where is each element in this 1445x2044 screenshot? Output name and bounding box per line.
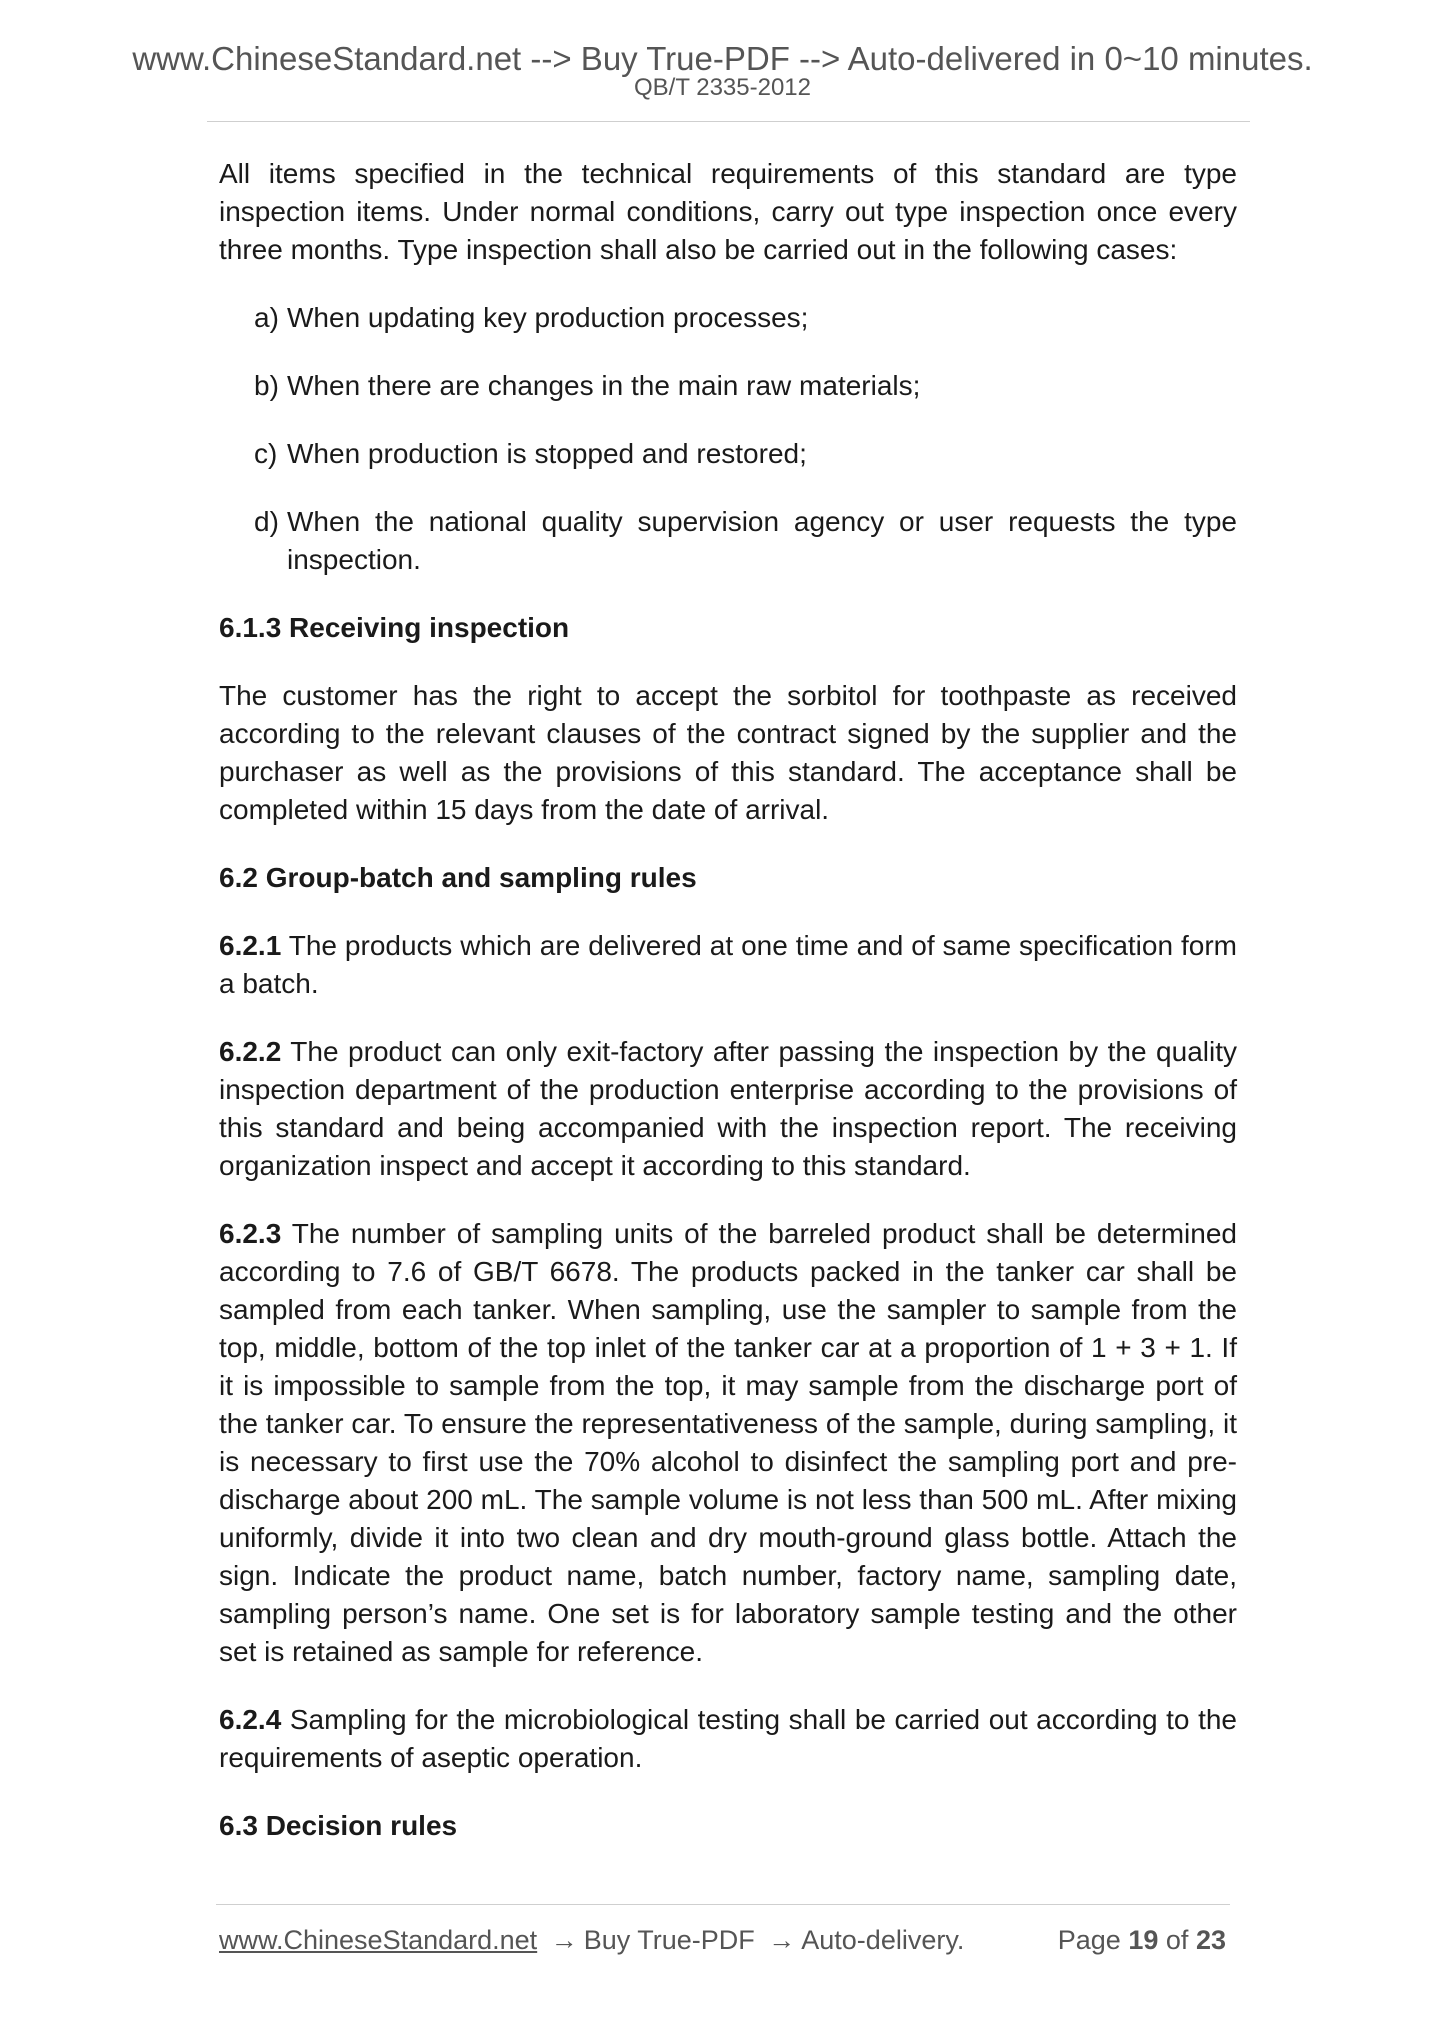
arrow-right-icon: →	[768, 1925, 796, 1955]
clause-number: 6.2.2	[219, 1036, 282, 1067]
list-marker: a)	[254, 302, 279, 333]
list-item	[219, 367, 1237, 405]
clause-6-2-1	[219, 927, 1237, 1003]
section-heading-6-2: 6.2 Group-batch and sampling rules	[219, 862, 697, 893]
arrow-right-icon: →	[550, 1925, 578, 1955]
page-footer	[219, 1923, 1230, 1957]
list-item	[219, 299, 1237, 337]
list-marker: d)	[254, 506, 279, 537]
clause-text: The products which are delivered at one time and of same specification form a batch.	[219, 930, 1237, 999]
clause-number: 6.2.1	[219, 930, 282, 961]
list-item-text: When the national quality supervision agency or user requests the type inspection.	[287, 506, 1237, 575]
clause-text: The product can only exit-factory after passing the inspection by the quality inspection department of the production enterprise according to the provisions of this standard and being accompanied with the inspection report. The receiving organization inspect and accept it according to this standard.	[219, 1036, 1237, 1181]
clause-text: Sampling for the microbiological testing shall be carried out according to the requirements of aseptic operation.	[219, 1704, 1237, 1773]
clause-6-2-3	[219, 1215, 1237, 1671]
section-heading-6-1-3: 6.1.3 Receiving inspection	[219, 612, 570, 643]
clause-6-2-2	[219, 1033, 1237, 1185]
list-item	[219, 435, 1237, 473]
header-divider	[207, 121, 1250, 122]
of-label: of	[1165, 1925, 1189, 1955]
page-label: Page	[1057, 1925, 1121, 1955]
site-link[interactable]: www.ChineseStandard.net	[219, 1925, 538, 1955]
document-body	[219, 155, 1237, 1875]
section-6-1-3-paragraph: The customer has the right to accept the sorbitol for toothpaste as received according to the relevant clauses of the contract signed by the supplier and the purchaser as well as the provisions of this standard. The acceptance shall be completed within 15 days from the date of arrival.	[219, 680, 1237, 825]
type-inspection-cases-list	[219, 299, 1237, 579]
clause-number: 6.2.4	[219, 1704, 282, 1735]
total-pages-number: 23	[1195, 1925, 1226, 1955]
list-item	[219, 503, 1237, 579]
list-marker: c)	[254, 438, 278, 469]
list-item-text: When updating key production processes;	[287, 302, 809, 333]
list-item-text: When production is stopped and restored;	[287, 438, 807, 469]
header-banner: www.ChineseStandard.net --> Buy True-PDF --> Auto-delivered in 0~10 minutes.	[132, 40, 1313, 77]
document-number: QB/T 2335-2012	[633, 74, 811, 101]
intro-paragraph: All items specified in the technical requirements of this standard are type inspection items. Under normal conditions, carry out type inspection once every three months. Type inspection shall also be carried out in the following cases:	[219, 158, 1237, 265]
auto-delivery-text: Auto-delivery.	[801, 1925, 965, 1955]
section-heading-6-3: 6.3 Decision rules	[219, 1810, 458, 1841]
page-indicator	[1058, 1923, 1226, 1957]
list-marker: b)	[254, 370, 279, 401]
clause-text: The number of sampling units of the barreled product shall be determined according to 7.6 of GB/T 6678. The products packed in the tanker car shall be sampled from each tanker. When sampling, use the sampler to sample from the top, middle, bottom of the top inlet of the tanker car at a proportion of 1 + 3 + 1. If it is impossible to sample from the top, it may sample from the discharge port of the tanker car. To ensure the representativeness of the sample, during sampling, it is necessary to first use the 70% alcohol to disinfect the sampling port and pre-discharge about 200 mL. The sample volume is not less than 500 mL. After mixing uniformly, divide it into two clean and dry mouth-ground glass bottle. Attach the sign. Indicate the product name, batch number, factory name, sampling date, sampling person’s name. One set is for laboratory sample testing and the other set is retained as sample for reference.	[219, 1218, 1237, 1667]
clause-number: 6.2.3	[219, 1218, 282, 1249]
clause-6-2-4	[219, 1701, 1237, 1777]
current-page-number: 19	[1128, 1925, 1159, 1955]
footer-divider	[216, 1904, 1230, 1905]
buy-true-pdf-text: Buy True-PDF	[583, 1925, 755, 1955]
list-item-text: When there are changes in the main raw materials;	[287, 370, 921, 401]
